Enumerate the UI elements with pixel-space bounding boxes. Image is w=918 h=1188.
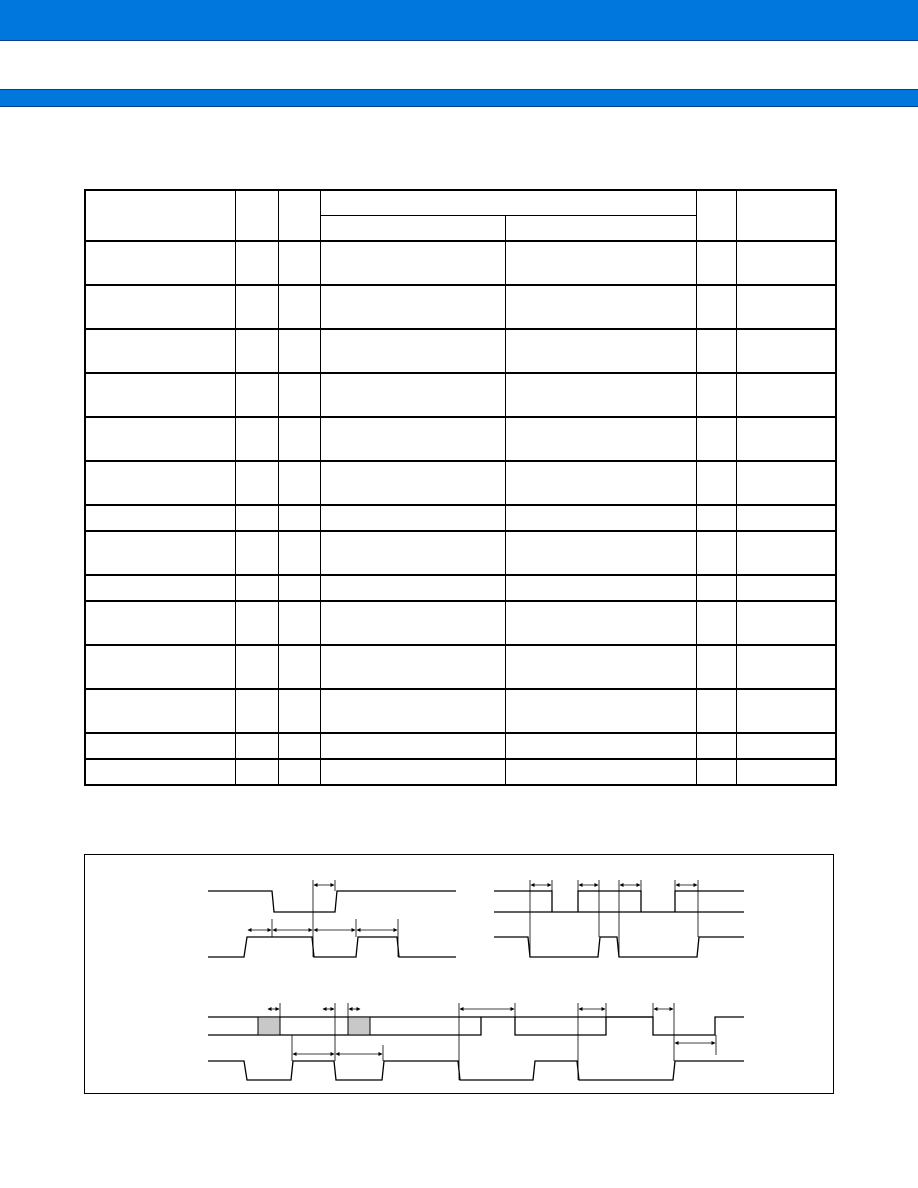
waveform-ul-bottom — [208, 937, 456, 957]
waveform-lower-top-rest — [208, 1017, 744, 1035]
waveform-ul-top — [208, 891, 456, 912]
shaded-region — [348, 1017, 370, 1035]
waveform-ur-top-right — [675, 891, 744, 912]
waveform-ur-top-high — [494, 891, 552, 912]
waveform-lower-bottom — [208, 1061, 744, 1080]
shaded-region — [258, 1017, 280, 1035]
waveform-ur-top-mid — [578, 891, 641, 912]
